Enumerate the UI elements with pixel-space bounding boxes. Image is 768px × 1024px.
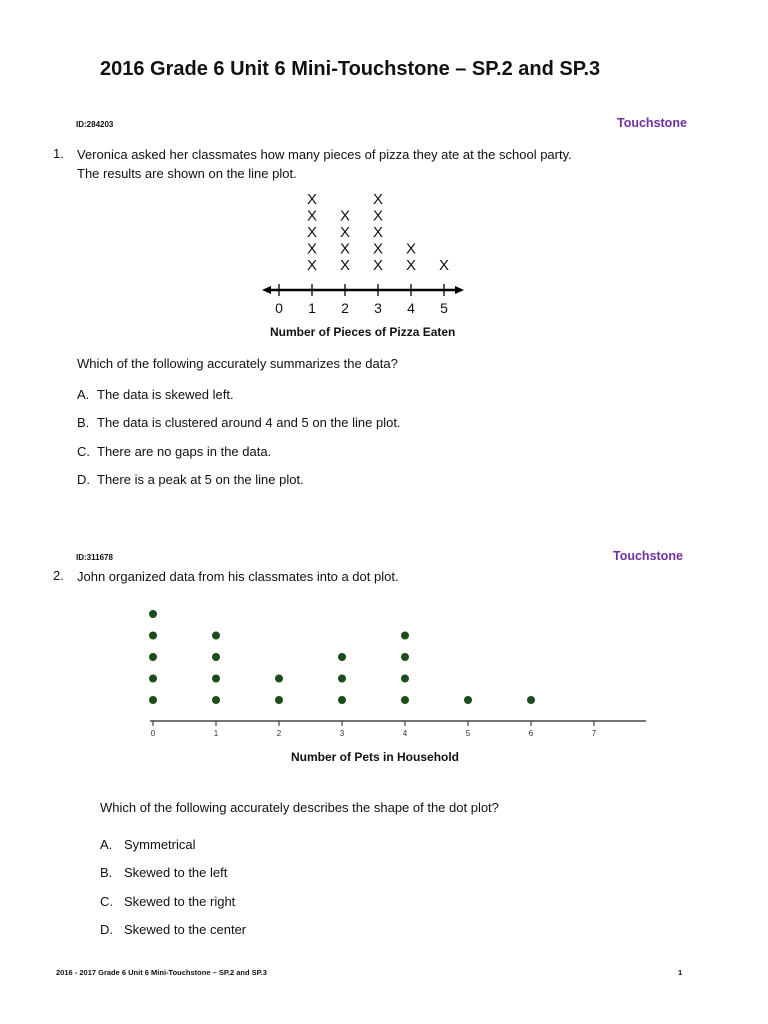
x-mark: X (306, 240, 318, 258)
option-text: The data is clustered around 4 and 5 on the line plot. (97, 415, 401, 430)
x-mark: X (405, 257, 417, 274)
option-text: There is a peak at 5 on the line plot. (97, 472, 304, 487)
tick-label: 1 (213, 729, 219, 738)
dot-point (338, 675, 346, 683)
option-letter: B. (77, 415, 90, 430)
dot-point (275, 675, 283, 683)
dot-point (401, 632, 409, 640)
x-mark: X (306, 224, 318, 241)
dot-point (401, 675, 409, 683)
question-2-id: ID:311678 (76, 553, 113, 562)
page-title: 2016 Grade 6 Unit 6 Mini-Touchstone – SP.2 and SP.3 (100, 58, 601, 80)
dot-point (212, 696, 220, 704)
option-letter: D. (77, 472, 90, 487)
dot-point (149, 610, 157, 618)
dot-point (464, 696, 472, 704)
question-1-prompt: Which of the following accurately summarizes the data? (77, 356, 398, 371)
tick-label: 3 (374, 300, 382, 316)
option-text: Skewed to the left (124, 865, 228, 880)
question-2-option-d[interactable] (100, 922, 246, 937)
dot-point (149, 632, 157, 640)
question-1-number: 1. (53, 146, 64, 161)
option-text: There are no gaps in the data. (97, 444, 272, 459)
x-mark: X (372, 191, 384, 208)
dot-point (401, 653, 409, 661)
question-1-text-line-1: Veronica asked her classmates how many pieces of pizza they ate at the school party. (77, 147, 572, 162)
x-mark: X (339, 207, 351, 225)
question-2-option-b[interactable] (100, 865, 227, 880)
dot-point (338, 653, 346, 661)
x-mark: X (372, 240, 384, 258)
dot-point (149, 696, 157, 704)
tick-label: 5 (440, 300, 448, 316)
option-text: The data is skewed left. (97, 387, 234, 402)
question-2-text: John organized data from his classmates into a dot plot. (77, 569, 399, 584)
tick-label: 3 (339, 729, 345, 738)
x-mark: X (306, 191, 318, 208)
x-mark: X (372, 207, 384, 225)
question-2-option-a[interactable] (100, 837, 196, 852)
dot-point (212, 632, 220, 640)
tick-label: 2 (341, 300, 349, 316)
question-1-brand: Touchstone (617, 116, 687, 130)
dot-point (212, 653, 220, 661)
pizza-line-plot-xlabel: Number of Pieces of Pizza Eaten (270, 325, 456, 339)
option-letter: B. (100, 865, 113, 880)
option-letter: A. (77, 387, 90, 402)
footer-text: 2016 - 2017 Grade 6 Unit 6 Mini-Touchstone – SP.2 and SP.3 (56, 968, 267, 977)
option-letter: C. (100, 894, 113, 909)
dot-point (149, 675, 157, 683)
question-2-prompt: Which of the following accurately describes the shape of the dot plot? (100, 800, 499, 815)
dot-point (149, 653, 157, 661)
option-letter: A. (100, 837, 113, 852)
x-mark: X (306, 257, 318, 274)
option-text: Symmetrical (124, 837, 196, 852)
x-mark: X (405, 240, 417, 258)
question-1-id: ID:284203 (76, 120, 114, 129)
tick-label: 0 (150, 729, 156, 738)
dot-point (527, 696, 535, 704)
footer-page-number: 1 (678, 968, 683, 977)
pets-dot-plot-xlabel: Number of Pets in Household (291, 750, 460, 764)
dot-point (275, 696, 283, 704)
x-mark: X (438, 257, 450, 274)
tick-label: 5 (465, 729, 471, 738)
tick-label: 2 (276, 729, 282, 738)
option-text: Skewed to the center (124, 922, 247, 937)
question-2-option-c[interactable] (100, 894, 235, 909)
option-text: Skewed to the right (124, 894, 236, 909)
tick-label: 0 (275, 300, 283, 316)
x-mark: X (372, 257, 384, 274)
tick-label: 6 (528, 729, 534, 738)
x-mark: X (306, 207, 318, 225)
tick-label: 4 (407, 300, 415, 316)
tick-label: 7 (591, 729, 597, 738)
question-2-brand: Touchstone (613, 549, 683, 563)
question-1-text-line-2: The results are shown on the line plot. (77, 166, 297, 181)
question-2-number: 2. (53, 568, 64, 583)
x-mark: X (339, 257, 351, 274)
tick-label: 4 (402, 729, 408, 738)
dot-point (401, 696, 409, 704)
dot-point (338, 696, 346, 704)
x-mark: X (339, 224, 351, 241)
x-mark: X (339, 240, 351, 258)
tick-label: 1 (308, 300, 316, 316)
option-letter: C. (77, 444, 90, 459)
x-mark: X (372, 224, 384, 241)
dot-point (212, 675, 220, 683)
option-letter: D. (100, 922, 113, 937)
